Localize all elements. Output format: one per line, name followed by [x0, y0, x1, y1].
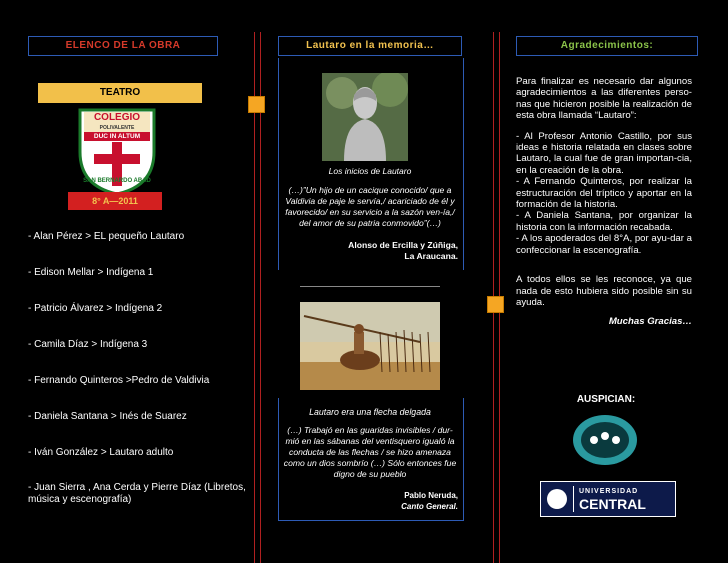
thanks-closing: A todos ellos se les reconoce, ya que nada de esto hubiera sido posible sin su ayuda.	[516, 274, 692, 308]
thanks-intro: Para finalizar es necesario dar algunos agradecimientos a las diferentes perso-nas que hicieron posible la realización de esta obra llamada “Lautaro”:	[516, 76, 692, 122]
cast-item: - Camila Díaz > Indígena 3	[28, 339, 148, 350]
thanks-item: - A Daniela Santana, por organizar la historia con la información recabada.	[516, 210, 692, 233]
cast-item: - Juan Sierra , Ana Cerda y Pierre Díaz (Libretos, música y escenografía)	[28, 482, 246, 505]
sponsor-logo-icon	[572, 414, 638, 466]
university-logo	[540, 481, 676, 517]
crest-name: SAN BERNARDO ABAD	[83, 178, 151, 184]
lautaro-bust-image	[322, 73, 408, 161]
quote2-text: (…) Trabajó en las guaridas invisibles / dur-mió en las sábanas del ventisquero igualó la conducta de las flechas / se hizo amenaza como un dios sombrío (…) Sólo entonces fue digno de su pueblo	[283, 425, 457, 479]
thanks-item: - A los apoderados del 8°A, por ayu-dar a confeccionar la escenografía.	[516, 233, 692, 256]
university-line2: CENTRAL	[579, 496, 646, 512]
university-emblem-icon	[547, 489, 567, 509]
decorative-square	[248, 96, 265, 113]
crest-motto: DUC IN ALTUM	[93, 133, 141, 140]
quote1-text: (…)”Un hijo de un cacique conocido/ que a Valdivia de paje le servía,/ acariciado de él y favorecido/ en su servicio a la sazón ven-ía,/ del amor de su patria conmovido”(…)	[285, 185, 455, 228]
crest-colegio: COLEGIO	[93, 112, 141, 123]
cast-item: - Patricio Álvarez > Indígena 2	[28, 303, 163, 314]
muchas-gracias: Muchas Gracias…	[608, 316, 692, 328]
quote2-work: Canto General.	[401, 502, 458, 511]
cast-header: ELENCO DE LA OBRA	[28, 36, 218, 56]
cast-item: - Daniela Santana > Inés de Suarez	[28, 411, 187, 422]
quote2-title: Lautaro era una flecha delgada	[309, 407, 431, 417]
cast-item: - Fernando Quinteros >Pedro de Valdivia	[28, 375, 210, 386]
quote1-work: La Araucana.	[404, 251, 458, 261]
memory-header: Lautaro en la memoria…	[278, 36, 462, 56]
separator-line	[300, 286, 440, 287]
cast-item: - Edison Mellar > Indígena 1	[28, 267, 154, 278]
quote1-author: Alonso de Ercilla y Zúñiga,	[348, 240, 458, 250]
warrior-painting	[300, 302, 440, 390]
quote2-author: Pablo Neruda,	[404, 491, 458, 500]
course-label: 8° A—2011	[68, 192, 162, 210]
thanks-header: Agradecimientos:	[516, 36, 698, 56]
university-line1: UNIVERSIDAD	[579, 488, 639, 495]
thanks-item: - Al Profesor Antonio Castillo, por sus ideas e historia relatada en clases sobre Lautaro, la cual fue de gran importan-cia, en la creación de la obra.	[516, 130, 692, 176]
cast-item: - Alan Pérez > EL pequeño Lautaro	[28, 231, 185, 242]
acknowledgements	[516, 76, 692, 328]
thanks-item: - A Fernando Quinteros, por realizar la estructuración del tríptico y aportar en la formación de la historia.	[516, 176, 692, 211]
sponsors-title: AUSPICIAN:	[576, 394, 636, 405]
quote1-title: Los inicios de Lautaro	[328, 166, 412, 176]
crest-polivalente: POLIVALENTE	[99, 125, 135, 131]
cast-item: - Iván González > Lautaro adulto	[28, 447, 174, 458]
decorative-square	[487, 296, 504, 313]
university-divider	[573, 486, 574, 512]
school-crest	[78, 108, 156, 196]
teatro-label: TEATRO	[38, 83, 202, 103]
